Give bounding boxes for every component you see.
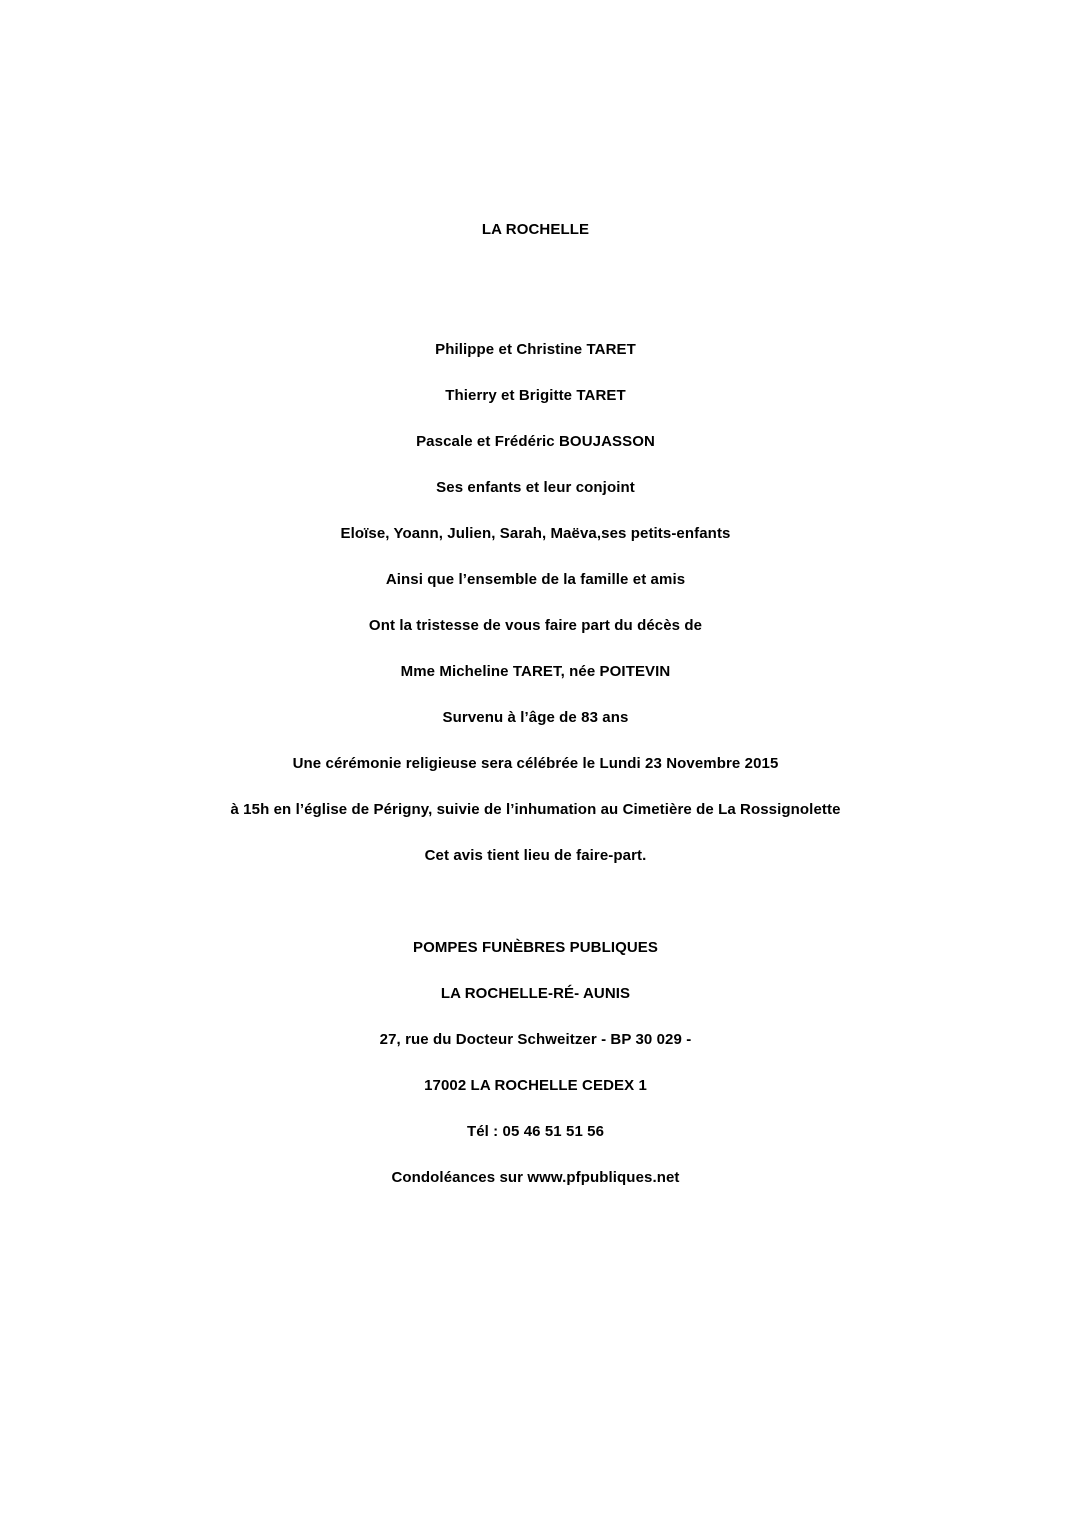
deceased-name-line: Mme Micheline TARET, née POITEVIN — [400, 663, 671, 680]
age-line: Survenu à l’âge de 83 ans — [442, 709, 629, 726]
funeral-home-address-1: 27, rue du Docteur Schweitzer - BP 30 029 - — [379, 1031, 692, 1048]
funeral-home-block — [0, 925, 1071, 1201]
funeral-home-region: LA ROCHELLE-RÉ- AUNIS — [440, 985, 631, 1002]
announcement-line: Ont la tristesse de vous faire part du décès de — [368, 617, 703, 634]
family-line-thierry: Thierry et Brigitte TARET — [445, 387, 626, 404]
grandchildren-line: Eloïse, Yoann, Julien, Sarah, Maëva,ses petits-enfants — [340, 525, 731, 542]
funeral-home-name: POMPES FUNÈBRES PUBLIQUES — [412, 939, 659, 956]
ceremony-place-line: à 15h en l’église de Périgny, suivie de l’inhumation au Cimetière de La Rossignolette — [230, 801, 841, 818]
city-header-block — [0, 207, 1071, 253]
faire-part-line: Cet avis tient lieu de faire-part. — [424, 847, 647, 864]
funeral-home-phone: Tél : 05 46 51 51 56 — [466, 1123, 605, 1140]
family-line-philippe: Philippe et Christine TARET — [435, 341, 636, 358]
family-line-pascale: Pascale et Frédéric BOUJASSON — [416, 433, 655, 450]
obituary-body-block — [0, 327, 1071, 879]
children-line: Ses enfants et leur conjoint — [436, 479, 635, 496]
extended-family-line: Ainsi que l’ensemble de la famille et amis — [385, 571, 686, 588]
funeral-home-condolences: Condoléances sur www.pfpubliques.net — [391, 1169, 680, 1186]
ceremony-date-line: Une cérémonie religieuse sera célébrée le Lundi 23 Novembre 2015 — [292, 755, 779, 772]
funeral-home-address-2: 17002 LA ROCHELLE CEDEX 1 — [424, 1077, 647, 1094]
city-title: LA ROCHELLE — [481, 221, 590, 238]
